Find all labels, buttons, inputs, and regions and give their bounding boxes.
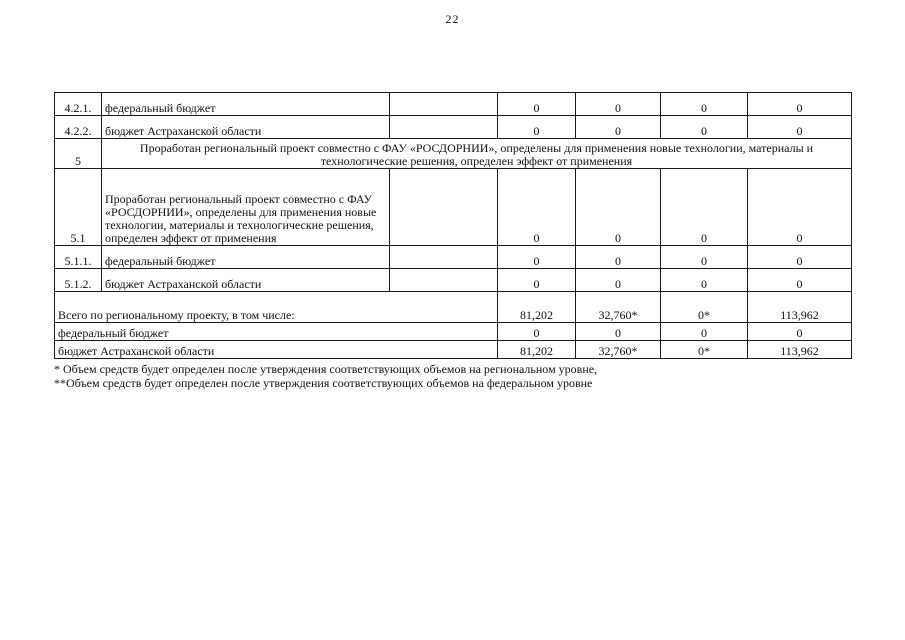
value-cell: 0: [661, 116, 748, 139]
row-name: бюджет Астраханской области: [102, 116, 390, 139]
table-row-total: [55, 292, 852, 323]
value-cell: 0: [576, 116, 661, 139]
total-value-cell: 0: [498, 323, 576, 341]
row-number: 5.1.1.: [55, 246, 102, 269]
value-cell: 0: [661, 269, 748, 292]
value-cell: 0: [498, 116, 576, 139]
row-code: [390, 269, 498, 292]
budget-table: [54, 92, 852, 359]
row-name: федеральный бюджет: [102, 246, 390, 269]
value-cell: 0: [576, 246, 661, 269]
page-number: 22: [445, 12, 460, 26]
value-cell: 0: [748, 116, 852, 139]
value-cell: 0: [576, 169, 661, 246]
row-number: 5.1.2.: [55, 269, 102, 292]
total-value-cell: 32,760*: [576, 341, 661, 359]
total-value-cell: 0*: [661, 292, 748, 323]
footnotes: [54, 362, 854, 390]
total-value-cell: 0*: [661, 341, 748, 359]
total-label: Всего по региональному проекту, в том числе:: [55, 292, 498, 323]
total-federal-label: федеральный бюджет: [55, 323, 498, 341]
table-row-section-5: [55, 139, 852, 169]
total-value-cell: 81,202: [498, 292, 576, 323]
row-code: [390, 93, 498, 116]
row-number: 4.2.1.: [55, 93, 102, 116]
value-cell: 0: [748, 93, 852, 116]
value-cell: 0: [748, 246, 852, 269]
footnote-federal: **Объем средств будет определен после утверждения соответствующих объемов на федеральном уровне: [54, 376, 593, 390]
value-cell: 0: [576, 93, 661, 116]
row-code: [390, 169, 498, 246]
value-cell: 0: [661, 169, 748, 246]
row-number: 5: [55, 139, 102, 169]
table-row-total-regional: [55, 341, 852, 359]
table-row-5-1-1: [55, 246, 852, 269]
footnote-regional: * Объем средств будет определен после утверждения соответствующих объемов на региональном уровне,: [54, 362, 598, 376]
total-value-cell: 113,962: [748, 341, 852, 359]
section-heading-line-1: Проработан региональный проект совместно с ФАУ «РОСДОРНИИ», определены для применения новые технологии, материалы и: [139, 141, 814, 155]
table-row-4-2-1: [55, 93, 852, 116]
table-row-5-1-2: [55, 269, 852, 292]
value-cell: 0: [661, 246, 748, 269]
row-name: Проработан региональный проект совместно с ФАУ «РОСДОРНИИ», определены для применения новые технологии, материалы и технологические решения, определен эффект от применения: [102, 169, 390, 246]
total-regional-label: бюджет Астраханской области: [55, 341, 498, 359]
table-row-4-2-2: [55, 116, 852, 139]
row-name: бюджет Астраханской области: [102, 269, 390, 292]
section-heading-line-2: технологические решения, определен эффект от применения: [320, 154, 633, 168]
total-value-cell: 113,962: [748, 292, 852, 323]
value-cell: 0: [661, 93, 748, 116]
value-cell: 0: [498, 269, 576, 292]
table-row-5-1: [55, 169, 852, 246]
row-number: 4.2.2.: [55, 116, 102, 139]
value-cell: 0: [498, 246, 576, 269]
value-cell: 0: [498, 169, 576, 246]
row-code: [390, 116, 498, 139]
row-name: федеральный бюджет: [102, 93, 390, 116]
total-value-cell: 81,202: [498, 341, 576, 359]
value-cell: 0: [576, 269, 661, 292]
value-cell: 0: [498, 93, 576, 116]
total-value-cell: 32,760*: [576, 292, 661, 323]
table-row-total-federal: [55, 323, 852, 341]
total-value-cell: 0: [748, 323, 852, 341]
section-heading: [102, 139, 852, 169]
total-value-cell: 0: [576, 323, 661, 341]
total-value-cell: 0: [661, 323, 748, 341]
value-cell: 0: [748, 169, 852, 246]
row-code: [390, 246, 498, 269]
row-number: 5.1: [55, 169, 102, 246]
value-cell: 0: [748, 269, 852, 292]
